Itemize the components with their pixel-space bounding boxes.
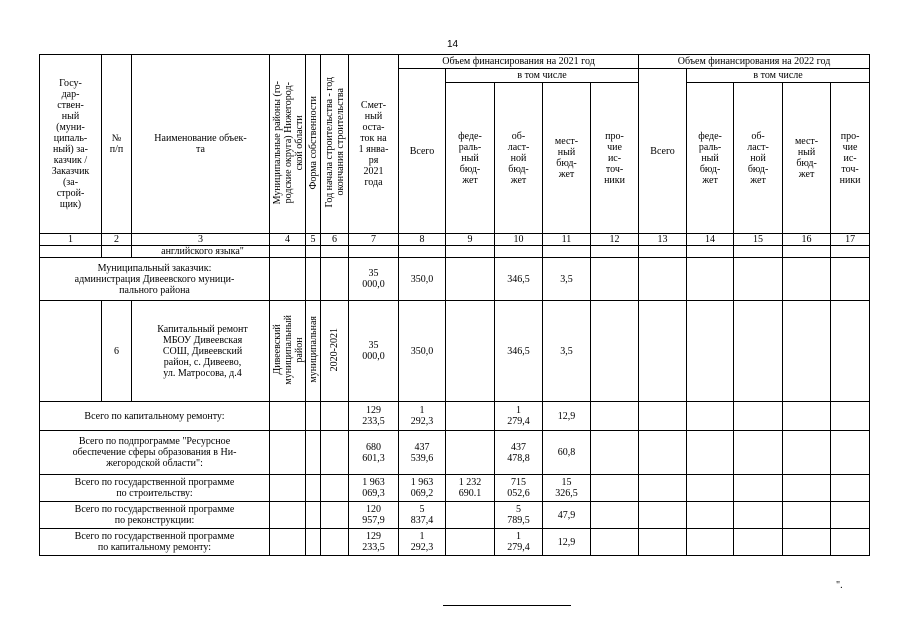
program-reconstruction-regional: 5 789,5 xyxy=(495,502,543,529)
header-num: № п/п xyxy=(102,55,132,234)
column-number: 5 xyxy=(306,234,321,246)
subprogram-total-estimate: 680 601,3 xyxy=(349,431,399,475)
header-regional-2022: об- ласт- ной бюд- жет xyxy=(734,83,783,234)
column-number: 1 xyxy=(40,234,102,246)
object-ownership-text: муниципальная xyxy=(308,316,319,383)
capital-repair-total-regional: 1 279,4 xyxy=(495,402,543,431)
subprogram-total-row xyxy=(40,431,870,475)
column-number: 4 xyxy=(270,234,306,246)
column-number: 13 xyxy=(639,234,687,246)
footnote-separator xyxy=(443,605,571,606)
header-object-name: Наименование объек- та xyxy=(132,55,270,234)
column-number: 11 xyxy=(543,234,591,246)
program-capital-local: 12,9 xyxy=(543,529,591,556)
program-construction-label: Всего по государственной программе по строительству: xyxy=(40,475,270,502)
header-row-1 xyxy=(40,55,870,69)
header-total-2022: Всего xyxy=(639,69,687,234)
subprogram-total-local: 60,8 xyxy=(543,431,591,475)
page-number: 14 xyxy=(446,39,459,50)
subprogram-total-regional: 437 478,8 xyxy=(495,431,543,475)
column-number-row xyxy=(40,234,870,246)
header-customer: Госу- дар- ствен- ный (муни- ципаль- ный) за- казчик / Заказчик (за- строй- щик) xyxy=(40,55,102,234)
customer-local: 3,5 xyxy=(543,258,591,301)
program-construction-estimate: 1 963 069,3 xyxy=(349,475,399,502)
customer-total: 350,0 xyxy=(399,258,446,301)
column-number: 10 xyxy=(495,234,543,246)
column-number: 8 xyxy=(399,234,446,246)
object-estimate: 35 000,0 xyxy=(349,301,399,402)
header-ownership xyxy=(306,55,321,234)
header-including-2022: в том числе xyxy=(687,69,870,83)
object-district-text: Дивеевский муниципальный район xyxy=(272,314,305,385)
program-reconstruction-total: 5 837,4 xyxy=(399,502,446,529)
object-local: 3,5 xyxy=(543,301,591,402)
program-construction-total: 1 963 069,2 xyxy=(399,475,446,502)
subprogram-total-total: 437 539,6 xyxy=(399,431,446,475)
continuation-row xyxy=(40,246,870,258)
capital-repair-total-estimate: 129 233,5 xyxy=(349,402,399,431)
header-other-2021: про- чие ис- точ- ники xyxy=(591,83,639,234)
header-including-2021: в том числе xyxy=(446,69,639,83)
program-reconstruction-estimate: 120 957,9 xyxy=(349,502,399,529)
object-years-text: 2020-2021 xyxy=(329,327,340,372)
header-districts-text: Муниципальные районы (го- родские округа) Нижегород- ской области xyxy=(272,80,305,205)
column-number: 3 xyxy=(132,234,270,246)
program-reconstruction-label: Всего по государственной программе по реконструкции: xyxy=(40,502,270,529)
object-regional: 346,5 xyxy=(495,301,543,402)
object-total: 350,0 xyxy=(399,301,446,402)
header-estimate: Смет- ный оста- ток на 1 янва- ря 2021 года xyxy=(349,55,399,234)
header-local-2022: мест- ный бюд- жет xyxy=(783,83,831,234)
object-name: Капитальный ремонт МБОУ Дивеевская СОШ, Дивеевский район, с. Дивеево, ул. Матросова, д.4 xyxy=(132,301,270,402)
customer-estimate: 35 000,0 xyxy=(349,258,399,301)
header-total-2021: Всего xyxy=(399,69,446,234)
financing-table xyxy=(39,54,870,556)
header-ownership-text: Форма собственности xyxy=(308,95,319,190)
column-number: 6 xyxy=(321,234,349,246)
column-number: 7 xyxy=(349,234,399,246)
object-years xyxy=(321,301,349,402)
capital-repair-total-local: 12,9 xyxy=(543,402,591,431)
column-number: 17 xyxy=(831,234,870,246)
program-capital-label: Всего по государственной программе по капитальному ремонту: xyxy=(40,529,270,556)
capital-repair-total-label: Всего по капитальному ремонту: xyxy=(40,402,270,431)
header-districts xyxy=(270,55,306,234)
column-number: 9 xyxy=(446,234,495,246)
capital-repair-total-row xyxy=(40,402,870,431)
program-reconstruction-row xyxy=(40,502,870,529)
header-other-2022: про- чие ис- точ- ники xyxy=(831,83,870,234)
header-years-text: Год начала строительства - год окончания строительства xyxy=(323,77,346,208)
header-fin-2021: Объем финансирования на 2021 год xyxy=(399,55,639,69)
header-fin-2022: Объем финансирования на 2022 год xyxy=(639,55,870,69)
object-row xyxy=(40,301,870,402)
header-years xyxy=(321,55,349,234)
program-capital-total: 1 292,3 xyxy=(399,529,446,556)
program-construction-local: 15 326,5 xyxy=(543,475,591,502)
customer-regional: 346,5 xyxy=(495,258,543,301)
customer-row xyxy=(40,258,870,301)
column-number: 12 xyxy=(591,234,639,246)
customer-label: Муниципальный заказчик: администрация Дивеевского муници- пального района xyxy=(40,258,270,301)
continuation-text: английского языка" xyxy=(132,246,270,258)
program-construction-federal: 1 232 690.1 xyxy=(446,475,495,502)
object-num: 6 xyxy=(102,301,132,402)
program-construction-row xyxy=(40,475,870,502)
program-capital-row xyxy=(40,529,870,556)
column-number: 16 xyxy=(783,234,831,246)
header-federal-2021: феде- раль- ный бюд- жет xyxy=(446,83,495,234)
column-number: 2 xyxy=(102,234,132,246)
header-local-2021: мест- ный бюд- жет xyxy=(543,83,591,234)
header-regional-2021: об- ласт- ной бюд- жет xyxy=(495,83,543,234)
object-ownership xyxy=(306,301,321,402)
program-construction-regional: 715 052,6 xyxy=(495,475,543,502)
program-capital-estimate: 129 233,5 xyxy=(349,529,399,556)
subprogram-total-label: Всего по подпрограмме "Ресурсное обеспечение сферы образования в Ни- жегородской области": xyxy=(40,431,270,475)
header-federal-2022: феде- раль- ный бюд- жет xyxy=(687,83,734,234)
program-capital-regional: 1 279,4 xyxy=(495,529,543,556)
capital-repair-total-total: 1 292,3 xyxy=(399,402,446,431)
column-number: 15 xyxy=(734,234,783,246)
end-quote-mark: ". xyxy=(836,580,843,591)
program-reconstruction-local: 47,9 xyxy=(543,502,591,529)
object-district xyxy=(270,301,306,402)
column-number: 14 xyxy=(687,234,734,246)
